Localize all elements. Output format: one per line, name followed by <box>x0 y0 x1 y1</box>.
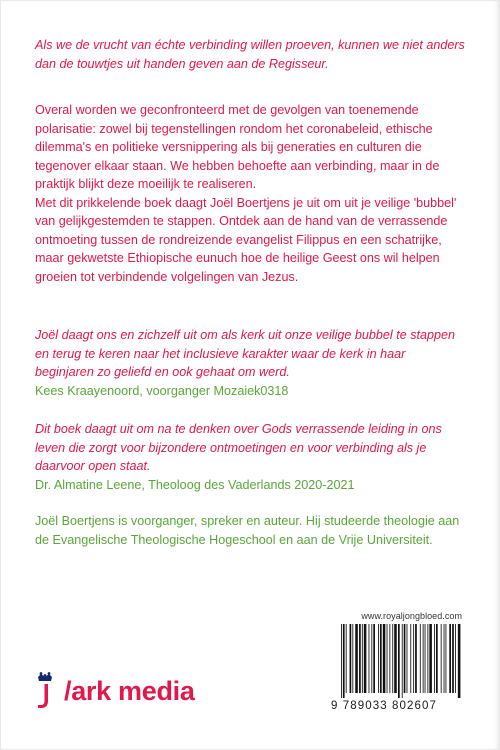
isbn-barcode <box>340 624 462 698</box>
endorsement-1-attribution: Kees Kraayenoord, voorganger Mozaiek0318 <box>35 383 289 398</box>
blurb-paragraph-1: Overal worden we geconfronteerd met de gevolgen van toenemende polarisatie: zowel bij tegenstellingen rondom het coronabeleid, ethische dilemma's en politieke versnippering als bij generaties en culturen die tegenover elkaar staan. We hebben behoefte aan verbinding, maar in de praktijk blijkt deze moeilijk te realiseren. <box>35 103 440 191</box>
endorsement-2-attribution: Dr. Almatine Leene, Theoloog des Vaderlands 2020-2021 <box>35 477 355 492</box>
publisher-url: www.royaljongbloed.com <box>361 611 462 621</box>
intro-paragraph <box>35 36 467 73</box>
isbn-number: 9 789033 802607 <box>331 700 438 712</box>
blurb-paragraph-2: Met dit prikkelende boek daagt Joël Boertjens je uit om uit je veilige 'bubbel' van gelijkgestemden te stappen. Ontdek aan de hand van de verrassende ontmoeting tussen de rondreizende evangelist Filippus en een schatrijke, maar gekwetste Ethiopische eunuch hoe de heilige Geest ons wil helpen groeien tot verbindende volgelingen van Jezus. <box>35 195 457 284</box>
endorsement-1-quote: Joël daagt ons en zichzelf uit om als kerk uit onze veilige bubbel te stappen en terug te keren naar het inclusieve karakter waar de kerk in haar beginjaren zo geliefd en ook gehaat om werd. <box>35 328 456 379</box>
author-bio-text: Joël Boertjens is voorganger, spreker en auteur. Hij studeerde theologie aan de Evangelische Theologische Hogeschool en aan de Vrije Universiteit. <box>35 514 460 547</box>
endorsement-2 <box>35 420 467 494</box>
blurb-section <box>35 101 467 286</box>
endorsement-2-quote: Dit boek daagt uit om na te denken over Gods verrassende leiding in ons leven die zorgt voor bijzondere ontmoetingen en voor verbinding als je daarvoor open staat. <box>35 422 442 473</box>
intro-text: Als we de vrucht van échte verbinding willen proeven, kunnen we niet anders dan de touwtjes uit handen geven aan de Regisseur. <box>35 38 465 71</box>
publisher-logo-text: /ark media <box>64 675 195 706</box>
author-bio <box>35 512 467 549</box>
endorsement-1 <box>35 326 467 400</box>
crown-icon <box>32 671 58 711</box>
publisher-logo <box>32 670 195 712</box>
